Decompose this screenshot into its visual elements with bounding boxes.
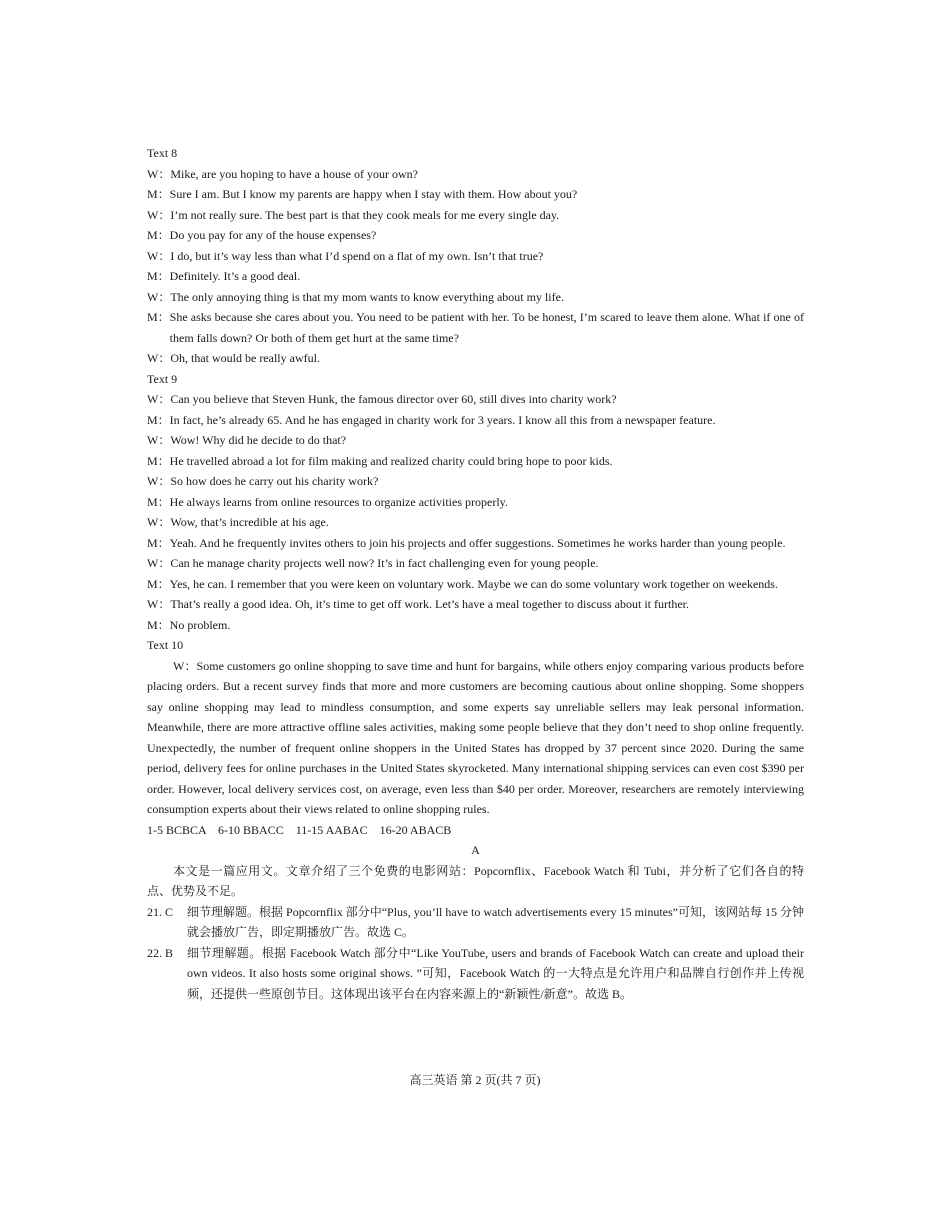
page-footer: 高三英语 第 2 页(共 7 页) — [409, 1073, 541, 1087]
dialogue-line — [147, 471, 804, 492]
text8-dialogue — [147, 164, 804, 369]
dialogue-line — [147, 348, 804, 369]
dialogue-line — [147, 389, 804, 410]
dialogue-text: So how does he carry out his charity work? — [170, 474, 379, 488]
dialogue-line — [147, 553, 804, 574]
speaker-label: W： — [147, 392, 171, 406]
speaker-label: M： — [147, 412, 170, 427]
dialogue-text: Wow! Why did he decide to do that? — [170, 433, 347, 447]
dialogue-line — [147, 615, 804, 636]
section-a-label: A — [471, 843, 480, 857]
answer-key: 1-5 BCBCA 6-10 BBACC 11-15 AABAC 16-20 ABACB — [147, 822, 452, 837]
dialogue-text: She asks because she cares about you. You need to be patient with her. To be honest, I’m scared to leave them alone. What if one of them falls down? Or both of them get hurt at the same time? — [169, 310, 804, 345]
speaker-label: W： — [147, 166, 171, 181]
dialogue-text: In fact, he’s already 65. And he has engaged in charity work for 3 years. I know all this from a newspaper feature. — [169, 412, 716, 427]
dialogue-line — [147, 594, 804, 615]
dialogue-line — [147, 266, 804, 287]
dialogue-line — [147, 287, 804, 308]
dialogue-line — [147, 410, 804, 431]
speaker-label: W： — [147, 474, 171, 488]
question-text: 细节理解题。根据 Popcornflix 部分中“Plus, you’ll have to watch advertisements every 15 minutes”可知，该网站每 15 分钟就会播放广告，即定期播放广告。故选 C。 — [187, 904, 804, 939]
speaker-label: M： — [147, 453, 170, 468]
speaker-label: W： — [147, 289, 171, 304]
dialogue-text: Yeah. And he frequently invites others to join his projects and offer suggestions. Sometimes he works harder than young people. — [169, 535, 786, 550]
dialogue-line — [147, 184, 804, 205]
speaker-label: M： — [147, 494, 170, 509]
section-a-intro: 本文是一篇应用文。文章介绍了三个免费的电影网站：Popcornflix、Facebook Watch 和 Tubi，并分析了它们各自的特点、优势及不足。 — [147, 863, 804, 898]
speaker-label: W： — [147, 351, 171, 365]
speaker-label: W： — [147, 207, 171, 222]
dialogue-text: Definitely. It’s a good deal. — [169, 269, 301, 283]
speaker-label: W： — [147, 515, 171, 529]
speaker-label: W： — [147, 597, 171, 611]
question-text: 细节理解题。根据 Facebook Watch 部分中“Like YouTube, users and brands of Facebook Watch can create and upload their own videos. It also hosts some original shows. ”可知，Facebook Watch 的一大特点是允许用户和品牌自行创作并上传视频，还提供一些原创节目。这体现出该平台在内容来源上的“新颖性/新意”。故选 B。 — [187, 945, 804, 1001]
dialogue-line — [147, 430, 804, 451]
speaker-label: M： — [147, 310, 170, 324]
dialogue-text: Sure I am. But I know my parents are happy when I stay with them. How about you? — [169, 187, 578, 201]
speaker-label: M： — [147, 617, 170, 632]
dialogue-text: Do you pay for any of the house expenses? — [169, 228, 377, 242]
dialogue-text: I do, but it’s way less than what I’d spend on a flat of my own. Isn’t that true? — [170, 248, 544, 263]
speaker-label: W： — [147, 556, 171, 570]
question-number: 22. B — [147, 945, 174, 960]
dialogue-line — [147, 225, 804, 246]
document-body — [147, 143, 804, 1004]
dialogue-text: Can he manage charity projects well now? It’s in fact challenging even for young people. — [170, 556, 599, 570]
dialogue-text: No problem. — [169, 617, 231, 632]
speaker-label: W： — [147, 248, 171, 263]
speaker-label: M： — [147, 228, 170, 242]
text9-dialogue — [147, 389, 804, 635]
speaker-label: M： — [147, 576, 170, 591]
question-explanation — [147, 902, 804, 943]
dialogue-line — [147, 246, 804, 267]
dialogue-text: Can you believe that Steven Hunk, the famous director over 60, still dives into charity work? — [170, 392, 617, 406]
dialogue-text: He always learns from online resources to organize activities properly. — [169, 494, 508, 509]
dialogue-text: I’m not really sure. The best part is that they cook meals for me every single day. — [170, 207, 560, 222]
dialogue-line — [147, 307, 804, 348]
speaker-label: W： — [147, 433, 171, 447]
dialogue-text: Yes, he can. I remember that you were keen on voluntary work. Maybe we can do some voluntary work together on weekends. — [169, 576, 778, 591]
speaker-label: M： — [147, 269, 170, 283]
dialogue-line — [147, 533, 804, 554]
text10-heading: Text 10 — [147, 638, 184, 652]
speaker-label: M： — [147, 187, 170, 201]
text9-heading: Text 9 — [147, 371, 178, 386]
dialogue-line — [147, 205, 804, 226]
text8-heading: Text 8 — [147, 146, 178, 160]
question-explanation — [147, 943, 804, 1005]
text10-paragraph: W：Some customers go online shopping to save time and hunt for bargains, while others enjoy comparing various products before placing orders. But a recent survey finds that more and more customers are becoming cautious about online shopping. Some shoppers say online shopping may lead to mindless consumption, and some experts say unreliable sellers may leak personal information. Meanwhile, there are more attractive offline sales activities, making some people believe that they don’t need to shop online frequently. Unexpectedly, the number of frequent online shoppers in the United States has dropped by 37 percent since 2020. During the same period, delivery fees for online purchases in the United States skyrocketed. Many international shipping services can even cost $390 per order. However, local delivery services cost, on average, even less than $40 per order. Moreover, researchers are remotely interviewing consumption experts about their views related to online shopping rules. — [147, 658, 804, 816]
dialogue-text: He travelled abroad a lot for film making and realized charity could bring hope to poor kids. — [169, 453, 613, 468]
dialogue-text: That’s really a good idea. Oh, it’s time to get off work. Let’s have a meal together to discuss about it further. — [170, 597, 689, 611]
dialogue-line — [147, 512, 804, 533]
dialogue-text: The only annoying thing is that my mom wants to know everything about my life. — [170, 289, 564, 304]
dialogue-text: Oh, that would be really awful. — [170, 351, 320, 365]
dialogue-line — [147, 451, 804, 472]
dialogue-line — [147, 164, 804, 185]
dialogue-text: Wow, that’s incredible at his age. — [170, 515, 329, 529]
dialogue-line — [147, 574, 804, 595]
dialogue-text: Mike, are you hoping to have a house of your own? — [170, 166, 418, 181]
dialogue-line — [147, 492, 804, 513]
question-number: 21. C — [147, 904, 174, 919]
speaker-label: M： — [147, 535, 170, 550]
